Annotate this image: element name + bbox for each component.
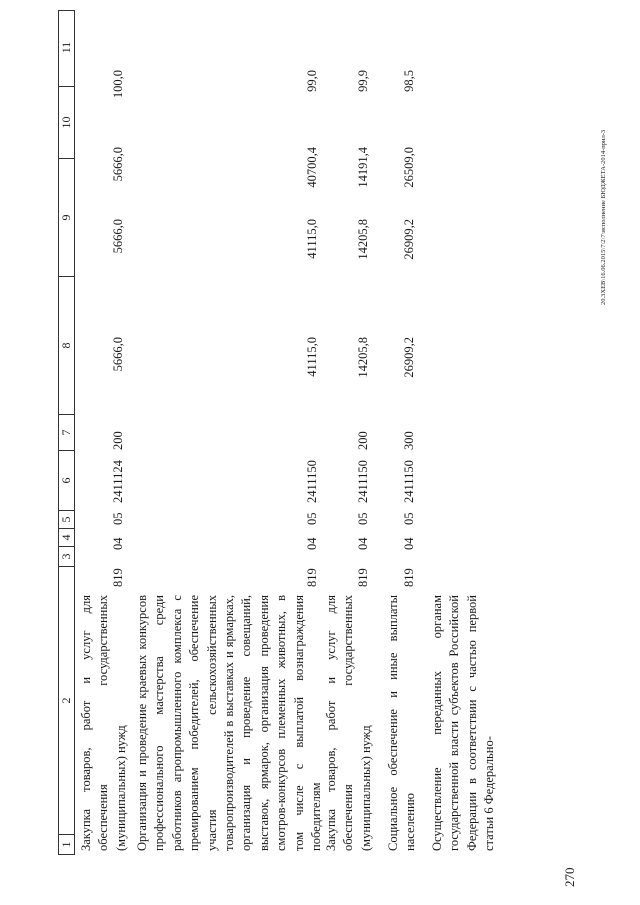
- header-col-2: 2: [59, 566, 74, 834]
- header-col-11: 11: [59, 41, 73, 54]
- row-col8: 14205,8: [356, 337, 370, 378]
- row-col11: 99,0: [305, 70, 319, 92]
- row-col9: 5666,0: [111, 219, 125, 254]
- row-vr: 200: [111, 431, 125, 450]
- row-ved: 819: [305, 568, 319, 587]
- row-ved: 819: [402, 568, 416, 587]
- row-vr: 200: [356, 431, 370, 450]
- header-col-9: 9: [59, 158, 74, 276]
- row-pr: 05: [111, 512, 125, 525]
- row-col8: 26909,2: [402, 337, 416, 378]
- row-pr: 05: [356, 512, 370, 525]
- row-pr: 05: [305, 512, 319, 525]
- header-col-4: 4: [59, 528, 74, 546]
- row-col9: 26909,2: [402, 219, 416, 260]
- row-col11: 99,9: [356, 70, 370, 92]
- row-description: Социальное обеспечение и иные выплаты населению: [386, 595, 418, 851]
- row-col11: 98,5: [402, 70, 416, 92]
- row-rz: 04: [111, 537, 125, 550]
- row-rz: 04: [356, 537, 370, 550]
- header-col-3: 3: [59, 546, 74, 566]
- row-description: Осуществление переданных органам государственной власти субъектов Российской Федерации в соответствии с частью первой статьи 6 Федерально-: [430, 595, 497, 851]
- row-col11: 100,0: [111, 70, 125, 99]
- row-ved: 819: [111, 568, 125, 587]
- row-csr: 2411150: [402, 460, 416, 503]
- row-pr: 05: [402, 512, 416, 525]
- row-csr: 2411150: [305, 460, 319, 503]
- header-col-8: 8: [59, 276, 74, 414]
- row-rz: 04: [305, 537, 319, 550]
- row-csr: 2411124: [111, 460, 125, 503]
- header-col-7: 7: [59, 414, 74, 450]
- header-col-5: 5: [59, 510, 74, 528]
- header-row: [58, 10, 75, 855]
- row-vr: 300: [402, 431, 416, 450]
- row-col10: 5666,0: [111, 147, 125, 182]
- row-csr: 2411150: [356, 460, 370, 503]
- row-col9: 14205,8: [356, 219, 370, 260]
- header-col-1: 1: [59, 834, 74, 854]
- row-description: Организация и проведение краевых конкурсов профессионального мастерства среди работников агропромышленного комплекса с премированием победителей, обеспечение участия сельскохозяйственных товаропроизводителей в выставках и ярмарках, организация и проведение совещаний, выставок, ярмарок, организация проведения смотров-конкурсов племенных животных, в том числе с выплатой вознаграждения победителям: [135, 595, 324, 851]
- row-col8: 5666,0: [111, 337, 125, 372]
- row-col10: 26509,0: [402, 147, 416, 188]
- header-col-10: 10: [59, 86, 74, 158]
- row-rz: 04: [402, 537, 416, 550]
- row-description: Закупка товаров, работ и услуг для обеспечения государственных (муниципальных) нужд: [79, 595, 128, 851]
- row-col10: 40700,4: [305, 147, 319, 188]
- row-col8: 41115,0: [305, 337, 319, 377]
- row-col9: 41115,0: [305, 219, 319, 259]
- file-stamp: 20.3ХЕВ\16.06.2015\7\2\7\исполнение БЮДЖЕТА-2014-прил-3: [600, 129, 607, 305]
- header-col-6: 6: [59, 450, 74, 510]
- row-col10: 14191,4: [356, 147, 370, 188]
- row-description: Закупка товаров, работ и услуг для обеспечения государственных (муниципальных) нужд: [324, 595, 373, 851]
- page-number: 270: [562, 867, 577, 887]
- row-ved: 819: [356, 568, 370, 587]
